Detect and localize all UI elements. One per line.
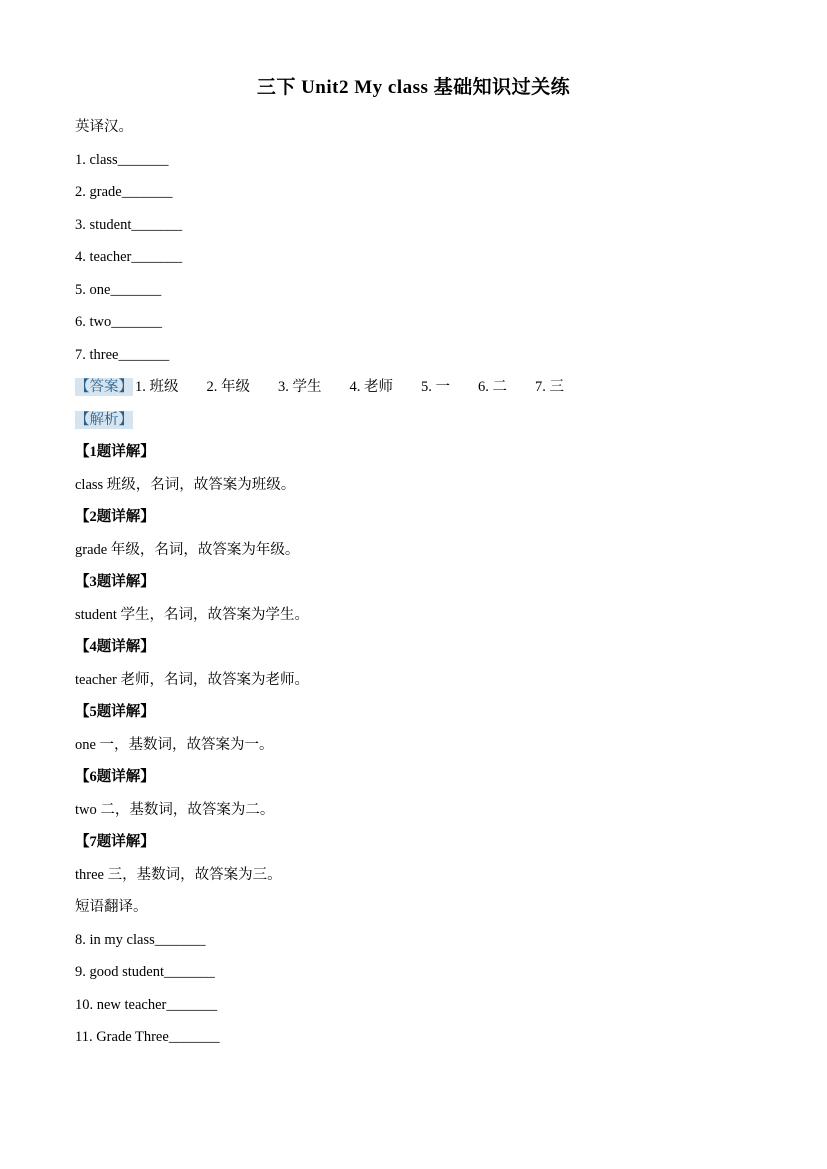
question-item-10 — [75, 989, 752, 1022]
question-item-6 — [75, 306, 752, 339]
question-text: 10. new teacher — [75, 996, 167, 1013]
detail-body-7: three 三，基数词，故答案为三。 — [75, 866, 282, 883]
detail-heading-1: 【1题详解】 — [75, 444, 155, 460]
question-text: 5. one — [75, 281, 111, 298]
answer-blank: _______ — [164, 964, 215, 980]
analysis-line — [75, 404, 752, 437]
section-heading-phrase-translation: 短语翻译。 — [75, 899, 148, 915]
answer-item-4: 4. 老师 — [349, 379, 393, 395]
question-item-1 — [75, 144, 752, 177]
question-text: 6. two — [75, 314, 112, 330]
answer-label: 【答案】 — [75, 379, 133, 395]
question-item-5 — [75, 274, 752, 307]
detail-heading-5: 【5题详解】 — [75, 704, 155, 720]
answer-blank: _______ — [154, 931, 206, 948]
answer-blank: _______ — [131, 249, 183, 265]
detail-body-5: one 一，基数词，故答案为一。 — [75, 736, 274, 753]
answer-line — [75, 371, 752, 404]
answer-blank: _______ — [110, 281, 162, 298]
answer-blank: _______ — [121, 184, 173, 200]
detail-body-2: grade 年级，名词，故答案为年级。 — [75, 541, 300, 558]
question-text: 11. Grade Three — [75, 1029, 169, 1045]
detail-heading-4: 【4题详解】 — [75, 639, 155, 655]
document-title: 三下 Unit2 My class 基础知识过关练 — [256, 77, 571, 98]
detail-heading-2: 【2题详解】 — [75, 509, 155, 525]
question-item-3 — [75, 209, 752, 242]
answer-blank: _______ — [168, 1029, 220, 1045]
answer-item-2: 2. 年级 — [206, 379, 250, 395]
document-body — [75, 111, 752, 1054]
question-item-11 — [75, 1021, 752, 1054]
answer-item-1: 1. 班级 — [135, 379, 179, 395]
answer-blank: _______ — [111, 314, 162, 330]
answer-blank: _______ — [117, 151, 169, 168]
answer-blank: _______ — [118, 346, 170, 363]
detail-body-6: two 二，基数词，故答案为二。 — [75, 801, 275, 818]
section-heading-english-to-chinese: 英译汉。 — [75, 119, 133, 135]
detail-body-3: student 学生，名词，故答案为学生。 — [75, 606, 310, 623]
question-item-4 — [75, 241, 752, 274]
question-text: 1. class — [75, 151, 118, 168]
answer-blank: _______ — [166, 996, 218, 1013]
question-item-8 — [75, 924, 752, 957]
question-item-2 — [75, 176, 752, 209]
detail-heading-3: 【3题详解】 — [75, 574, 155, 590]
question-text: 2. grade — [75, 184, 122, 200]
detail-body-1: class 班级，名词，故答案为班级。 — [75, 476, 296, 493]
answer-item-7: 7. 三 — [535, 379, 564, 395]
question-text: 7. three — [75, 346, 119, 363]
detail-heading-6: 【6题详解】 — [75, 769, 155, 785]
detail-body-4: teacher 老师，名词，故答案为老师。 — [75, 671, 309, 688]
answer-blank: _______ — [131, 216, 183, 233]
detail-heading-7: 【7题详解】 — [75, 834, 155, 850]
question-text: 3. student — [75, 216, 132, 233]
question-item-9 — [75, 956, 752, 989]
answer-item-6: 6. 二 — [478, 379, 507, 395]
question-item-7 — [75, 339, 752, 372]
question-text: 8. in my class — [75, 931, 155, 948]
question-text: 4. teacher — [75, 249, 132, 265]
analysis-label: 【解析】 — [75, 411, 133, 428]
answer-item-3: 3. 学生 — [278, 379, 322, 395]
question-text: 9. good student — [75, 964, 165, 980]
answer-item-5: 5. 一 — [421, 379, 450, 395]
